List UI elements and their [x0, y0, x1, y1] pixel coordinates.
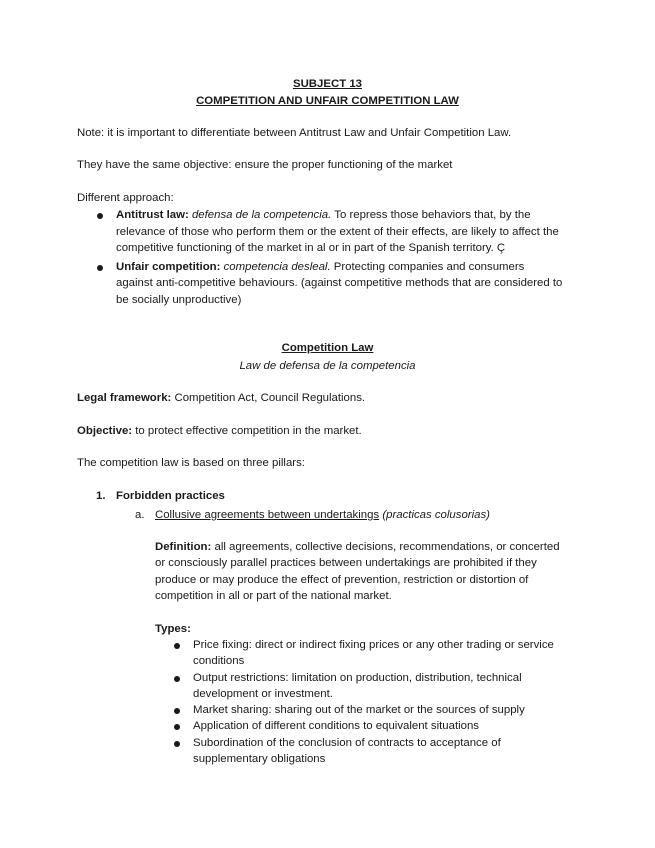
bullet-spanish: competencia desleal.: [223, 261, 331, 273]
bullet-text: Protecting companies and consumers: [333, 261, 525, 273]
legal-framework-label: Legal framework:: [77, 392, 172, 404]
section-heading: Competition Law: [281, 342, 374, 354]
sub-spanish: (practicas colusorias): [382, 509, 490, 521]
objective-text: to protect effective competition in the market.: [135, 425, 362, 437]
bullet-unfair-line1: [116, 259, 524, 276]
bullet-dot: [174, 643, 180, 649]
type-subordination-line2: supplementary obligations: [193, 753, 326, 765]
definition-line3: produce or may produce the effect of prevention, restriction or distortion of: [155, 574, 529, 586]
bullet-dot: [174, 708, 180, 714]
document-title: COMPETITION AND UNFAIR COMPETITION LAW: [196, 95, 459, 107]
definition-line1: [155, 539, 578, 556]
type-market-sharing: Market sharing: sharing out of the market or the sources of supply: [193, 704, 525, 716]
type-subordination-line1: Subordination of the conclusion of contracts to acceptance of: [193, 737, 501, 749]
definition-line2: or consciously parallel practices between undertakings are prohibited if they: [155, 557, 537, 569]
objective-label: Objective:: [77, 425, 133, 437]
definition-text: all agreements, collective decisions, recommendations, or concerted: [214, 541, 560, 553]
bullet-antitrust-line2: relevance of those who perform them or the extent of their effects, are likely to affect the: [116, 226, 559, 238]
sub-letter: a.: [135, 509, 145, 521]
bullet-text: To repress those behaviors that, by the: [334, 209, 531, 221]
legal-framework-text: Competition Act, Council Regulations.: [174, 392, 366, 404]
definition-line4: competition in all or part of the national market.: [155, 590, 392, 602]
forbidden-practices-title: Forbidden practices: [116, 490, 225, 502]
approach-label: Different approach:: [77, 192, 174, 204]
type-output-line2: development or investment.: [193, 688, 333, 700]
bullet-dot: [174, 676, 180, 682]
intro-note: Note: it is important to differentiate between Antitrust Law and Unfair Competition Law.: [77, 127, 512, 139]
bullet-spanish: defensa de la competencia.: [191, 209, 332, 221]
subject-number: SUBJECT 13: [292, 78, 362, 90]
bullet-dot: [174, 741, 180, 747]
intro-objective: They have the same objective: ensure the proper functioning of the market: [77, 159, 453, 171]
bullet-term: Unfair competition:: [116, 261, 221, 273]
bullet-dot: [174, 724, 180, 730]
objective: [77, 423, 362, 440]
type-price-fixing-line1: Price fixing: direct or indirect fixing prices or any other trading or service: [193, 639, 554, 651]
sub-title: Collusive agreements between undertakings: [155, 509, 380, 521]
bullet-unfair-line3: be socially unproductive): [116, 294, 242, 306]
pillars-intro: The competition law is based on three pillars:: [77, 457, 305, 469]
collusive-agreements-title: [155, 507, 490, 524]
bullet-dot: [97, 213, 103, 219]
type-price-fixing-line2: conditions: [193, 655, 245, 667]
types-label: Types:: [155, 623, 191, 635]
definition-label: Definition:: [155, 541, 212, 553]
bullet-unfair-line2: against anti-competitive behaviours. (against competitive methods that are considered to: [116, 277, 563, 289]
type-different-conditions: Application of different conditions to equivalent situations: [193, 720, 480, 732]
bullet-dot: [97, 265, 103, 271]
list-number: 1.: [96, 490, 106, 502]
section-subheading: Law de defensa de la competencia: [239, 360, 416, 372]
type-output-line1: Output restrictions: limitation on production, distribution, technical: [193, 672, 522, 684]
bullet-antitrust-line3: competitive functioning of the market in al or in part of the Spanish territory. Ç: [116, 242, 506, 254]
legal-framework: [77, 390, 365, 407]
bullet-term: Antitrust law:: [116, 209, 189, 221]
bullet-antitrust-line1: [116, 207, 531, 224]
